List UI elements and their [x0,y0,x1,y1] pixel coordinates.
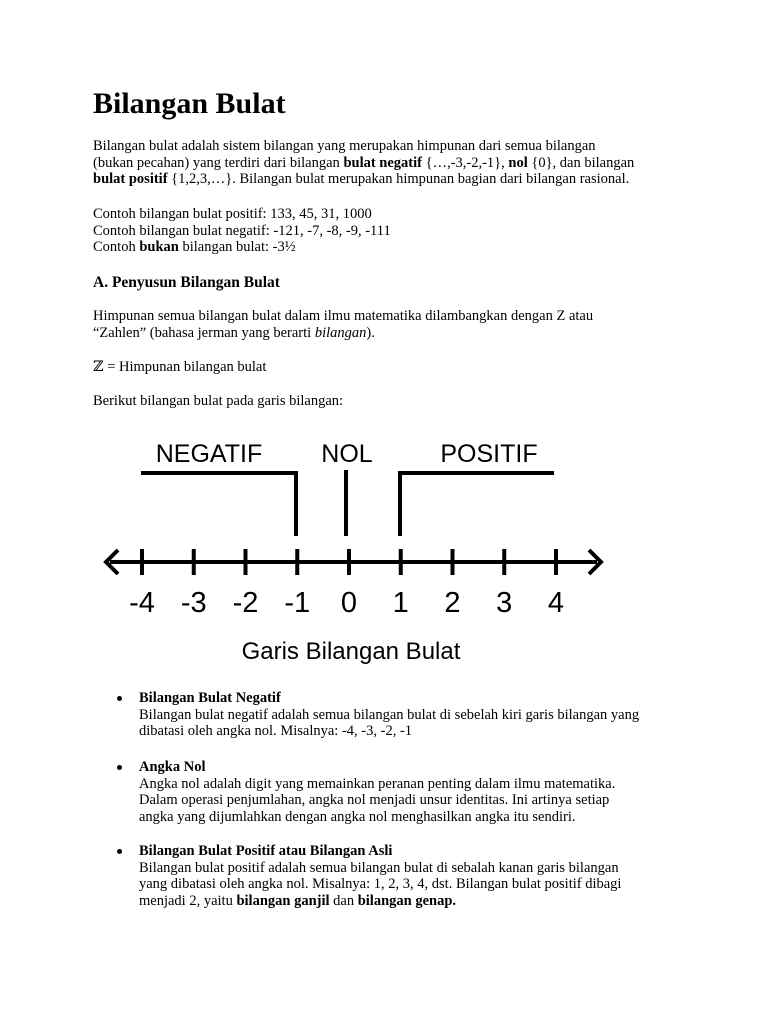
list-item-title: Bilangan Bulat Positif atau Bilangan Asli [139,843,393,859]
tick-label: -2 [232,587,259,619]
tick-label: -3 [180,587,207,619]
tick-label: -4 [129,587,155,619]
tick-labels [129,587,564,619]
term-bulat-positif: bulat positif [93,171,168,188]
list-item-line: Angka nol adalah digit yang memainkan peranan penting dalam ilmu matematika. [139,775,616,792]
label-positif: POSITIF [440,440,538,468]
term-bilangan-genap: bilangan genap. [357,892,457,909]
bullet-dot [117,696,122,701]
section-a-line-1: Himpunan semua bilangan bulat dalam ilmu matematika dilambangkan dengan Z atau [93,308,594,324]
label-negatif: NEGATIF [155,440,263,468]
term-bilangan: bilangan [314,324,367,341]
label-nol: NOL [321,440,373,468]
tick-label: 1 [392,587,409,619]
tick-label: -1 [284,587,311,619]
term-bulat-negatif: bulat negatif [343,154,422,171]
term-nol: nol [508,154,528,171]
intro-line-3: bulat positif {1,2,3,…}. Bilangan bulat merupakan himpunan bagian dari bilangan rasional. [93,171,630,188]
page-title: Bilangan Bulat [93,87,286,120]
bullet-dot [117,849,122,854]
negatif-bracket [141,473,296,536]
bullet-dot [117,765,122,770]
section-a-heading: A. Penyusun Bilangan Bulat [93,274,280,291]
term-bilangan-ganjil: bilangan ganjil [236,892,330,909]
example-not-integer: Contoh bukan bilangan bulat: -3½ [93,239,296,256]
list-item-line: menjadi 2, yaitu bilangan ganjil dan bilangan genap. [139,892,457,909]
list-item-line: angka yang dijumlahkan dengan angka nol menghasilkan angka itu sendiri. [139,808,576,825]
intro-line-1: Bilangan bulat adalah sistem bilangan yang merupakan himpunan dari semua bilangan [93,138,596,154]
tick-label: 2 [444,587,461,619]
tick-label: 4 [547,587,565,619]
list-item-line: Bilangan bulat negatif adalah semua bilangan bulat di sebelah kiri garis bilangan yang [139,706,640,723]
list-item-title: Bilangan Bulat Negatif [139,690,281,706]
number-line-caption: Garis Bilangan Bulat [241,638,461,665]
list-item-line: yang dibatasi oleh angka nol. Misalnya: 1, 2, 3, 4, dst. Bilangan bulat positif dibagi [139,876,622,893]
list-item-line: dibatasi oleh angka nol. Misalnya: -4, -3, -2, -1 [139,723,413,740]
intro-line-2: (bukan pecahan) yang terdiri dari bilangan bulat negatif {…,-3,-2,-1}, nol {0}, dan bilangan [93,154,635,171]
positif-bracket [400,473,554,536]
term-bukan: bukan [139,239,179,256]
section-a-line-2: “Zahlen” (bahasa jerman yang berarti bilangan). [93,324,375,341]
example-positive: Contoh bilangan bulat positif: 133, 45, 31, 1000 [93,206,372,222]
z-definition: ℤ = Himpunan bilangan bulat [93,359,267,375]
example-negative: Contoh bilangan bulat negatif: -121, -7, -8, -9, -111 [93,222,391,239]
tick-label: 0 [340,587,358,619]
tick-label: 3 [496,587,513,619]
list-item-title: Angka Nol [139,759,206,775]
number-line-intro: Berikut bilangan bulat pada garis bilangan: [93,393,344,409]
list-item-line: Dalam operasi penjumlahan, angka nol menjadi unsur identitas. Ini artinya setiap [139,792,610,809]
list-item-line: Bilangan bulat positif adalah semua bilangan bulat di sebalah kanan garis bilangan [139,859,619,876]
